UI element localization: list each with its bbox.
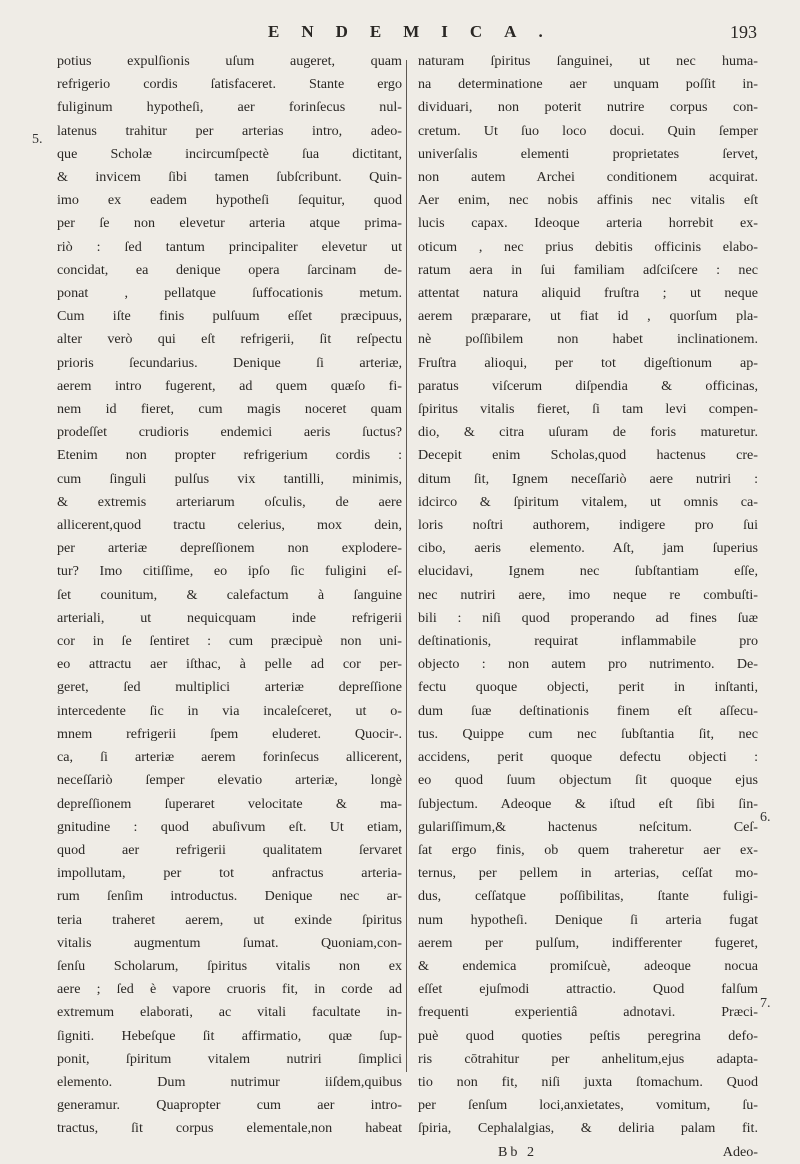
text-line: paratus viſcerum diſpendia & officinas, bbox=[418, 377, 758, 394]
text-line: dum ſuæ deſtinationis finem eſt aſſecu- bbox=[418, 702, 758, 719]
text-line: neceſſariò ſemper elevatio arteriæ, longè bbox=[57, 772, 402, 789]
column-divider bbox=[406, 60, 407, 1072]
text-line: univerſalis elementi proprietates ſervet, bbox=[418, 145, 758, 162]
text-line: imo ex eadem hypotheſi ſequitur, quod bbox=[57, 192, 402, 209]
text-line: gnitudine : quod abuſivum eſt. Ut etiam, bbox=[57, 818, 402, 835]
text-line: ſpiritus vitalis fieret, ſi tam levi compen- bbox=[418, 401, 758, 418]
text-line: oticum , nec prius debitis officinis elabo- bbox=[418, 238, 758, 255]
text-line: teria traheret aerem, ut exinde ſpiritus bbox=[57, 911, 402, 928]
text-line: mnem refrigerii ſpem eluderet. Quocir-. bbox=[57, 725, 402, 742]
text-line: accidens, perit quoque defectu objecti : bbox=[418, 749, 758, 766]
text-line: intercedente ſic in via incaleſceret, ut o- bbox=[57, 702, 402, 719]
text-line: ſet counitum, & calefactum à ſanguine bbox=[57, 586, 402, 603]
text-line: frequenti experientiâ adnotavi. Præci- bbox=[418, 1004, 758, 1021]
page-number: 193 bbox=[730, 22, 757, 42]
text-line: loris noſtri authorem, indigere pro ſui bbox=[418, 517, 758, 534]
catchword: Adeo- bbox=[722, 1143, 758, 1160]
text-line: ca, ſi arteriæ aerem forinſecus allicerent, bbox=[57, 749, 402, 766]
page-footer-line bbox=[418, 1141, 758, 1164]
text-line: bili : niſi quod properando ad fines ſuæ bbox=[418, 609, 758, 626]
text-line: Fruſtra alioqui, per tot digeſtionum ap- bbox=[418, 354, 758, 371]
text-line: & invicem ſibi tamen ſubſcribunt. Quin- bbox=[57, 169, 402, 186]
text-line: Decepit enim Scholas,quod hactenus cre- bbox=[418, 447, 758, 464]
text-line: que Scholæ incircumſpectè ſua dictitant, bbox=[57, 145, 402, 162]
text-line: arteriali, ut nequicquam inde refrigerii bbox=[57, 609, 402, 626]
text-line: aerem intro fugerent, ad quem quæſo fi- bbox=[57, 377, 402, 394]
margin-note-6: 6. bbox=[760, 810, 771, 825]
text-line: & endemica promiſcuè, adeoque nocua bbox=[418, 957, 758, 974]
text-line: nem id fieret, cum magis noceret quam bbox=[57, 401, 402, 418]
text-line: refrigerio cordis ſatisfaceret. Stante ergo bbox=[57, 76, 402, 93]
text-line: impollutam, per tot anfractus arteria- bbox=[57, 865, 402, 882]
text-line: vitalis augmentum ſumat. Quoniam,con- bbox=[57, 934, 402, 951]
text-line: elucidavi, Ignem nec ſubſtantiam eſſe, bbox=[418, 563, 758, 580]
text-line: concidat, ea denique opera ſarcinam de- bbox=[57, 261, 402, 278]
margin-note-5: 5. bbox=[32, 132, 43, 147]
text-line: ſubjectum. Adeoque & iſtud eſt ſibi ſin- bbox=[418, 795, 758, 812]
text-line: tur? Imo citiſſime, eo ipſo ſic fuligini eſ- bbox=[57, 563, 402, 580]
text-line: per ſe non elevetur arteria atque prima- bbox=[57, 215, 402, 232]
running-title: ENDEMICA. bbox=[268, 22, 565, 41]
text-line: num hypotheſi. Denique ſi arteria fugat bbox=[418, 911, 758, 928]
text-line: per arteriæ depreſſionem non explodere- bbox=[57, 540, 402, 557]
text-line: ſpiria, Cephalalgias, & deliria palam fit. bbox=[418, 1120, 758, 1137]
text-line: tio non fit, niſi juxta ſtomachum. Quod bbox=[418, 1073, 758, 1090]
text-line: depreſſionem ſuperaret velocitate & ma- bbox=[57, 795, 402, 812]
text-line: ponat , pellatque ſuffocationis metum. bbox=[57, 285, 402, 302]
text-line: attentat natura aliquid fruſtra ; ut neque bbox=[418, 285, 758, 302]
text-line: aere ; ſed è vapore cruoris fit, in corde ad bbox=[57, 981, 402, 998]
text-line: non autem Archei conditionem acquirat. bbox=[418, 169, 758, 186]
text-line: extremum elaborati, ac vitali facultate in- bbox=[57, 1004, 402, 1021]
text-line: Aer enim, nec nobis affinis nec vitalis eſt bbox=[418, 192, 758, 209]
text-line: dividuari, non poterit nutrire corpus con- bbox=[418, 99, 758, 116]
text-line: fuliginum hypotheſi, aer forinſecus nul- bbox=[57, 99, 402, 116]
text-line: fectu quoque objecti, perit in inſtanti, bbox=[418, 679, 758, 696]
text-line: allicerent,quod tractu celerius, mox dein, bbox=[57, 517, 402, 534]
right-text-column bbox=[418, 50, 758, 1164]
text-line: gulariſſimum,& hactenus neſcitum. Ceſ- bbox=[418, 818, 758, 835]
text-line: ſenſu Scholarum, ſpiritus vitalis non ex bbox=[57, 957, 402, 974]
signature-mark: Bb 2 bbox=[498, 1143, 538, 1160]
text-line: riò : ſed tantum principaliter elevetur ut bbox=[57, 238, 402, 255]
text-line: latenus trahitur per arterias intro, adeo- bbox=[57, 122, 402, 139]
margin-note-7: 7. bbox=[760, 996, 771, 1011]
text-line: puè quod quoties peſtis peregrina defo- bbox=[418, 1027, 758, 1044]
text-line: nec nutriri aere, imo neque re combuſti- bbox=[418, 586, 758, 603]
text-line: dus, ceſſatque poſſibilitas, ſtante fuligi- bbox=[418, 888, 758, 905]
text-line: alter verò qui eſt refrigerii, ſit reſpectu bbox=[57, 331, 402, 348]
text-line: & extremis arteriarum oſculis, de aere bbox=[57, 493, 402, 510]
text-line: dio, & citra uſuram de foris maturetur. bbox=[418, 424, 758, 441]
text-line: objecto : non autem pro nutrimento. De- bbox=[418, 656, 758, 673]
text-line: potius expulſionis uſum augeret, quam bbox=[57, 53, 402, 69]
text-line: tractus, ſit corpus elementale,non habeat bbox=[57, 1120, 402, 1137]
text-line: cum ſinguli pulſus vix tantilli, minimis, bbox=[57, 470, 402, 487]
text-line: nè poſſibilem non habet inclinationem. bbox=[418, 331, 758, 348]
text-line: eo quod ſuum objectum ſit quoque ejus bbox=[418, 772, 758, 789]
text-line: geret, ſed multiplici arteriæ depreſſione bbox=[57, 679, 402, 696]
text-line: Etenim non propter refrigerium cordis : bbox=[57, 447, 402, 464]
text-line: rum ſenſim introductus. Denique nec ar- bbox=[57, 888, 402, 905]
text-line: aerem præparare, ut fiat id , quorſum pla- bbox=[418, 308, 758, 325]
text-line: tus. Quippe cum nec ſubſtantia ſit, nec bbox=[418, 725, 758, 742]
text-line: Cum iſte finis pulſuum eſſet præcipuus, bbox=[57, 308, 402, 325]
text-line: cor in ſe ſentiret : cum præcipuè non uni- bbox=[57, 633, 402, 650]
text-line: elemento. Dum nutrimur iiſdem,quibus bbox=[57, 1073, 402, 1090]
text-line: prioris ſecundarius. Denique ſi arteriæ, bbox=[57, 354, 402, 371]
text-line: naturam ſpiritus ſanguinei, ut nec huma- bbox=[418, 53, 758, 69]
text-line: ſat ergo finis, ob quem traheretur aer ex- bbox=[418, 841, 758, 858]
text-line: ſigniti. Hebeſque ſit affirmatio, quæ ſup- bbox=[57, 1027, 402, 1044]
text-line: ratum aera in ſui familiam adſciſcere : nec bbox=[418, 261, 758, 278]
text-line: na determinatione aer unquam poſſit in- bbox=[418, 76, 758, 93]
text-line: cretum. Ut ſuo loco docui. Quin ſemper bbox=[418, 122, 758, 139]
text-line: quod aer refrigerii qualitatem ſervaret bbox=[57, 841, 402, 858]
text-line: ris cōtrahitur per anhelitum,ejus adapta- bbox=[418, 1050, 758, 1067]
text-line: per ſenſum loci,anxietates, vomitum, ſu- bbox=[418, 1097, 758, 1114]
text-line: deſtinationis, requirat inflammabile pro bbox=[418, 633, 758, 650]
left-text-column bbox=[57, 50, 402, 1141]
text-line: eſſet ejuſmodi attractio. Quod falſum bbox=[418, 981, 758, 998]
text-line: cibo, aeris elemento. Aſt, jam ſuperius bbox=[418, 540, 758, 557]
text-line: ponit, ſpiritum vitalem nutriri ſimplici bbox=[57, 1050, 402, 1067]
text-line: idcirco & ſpiritum vitalem, ut omnis ca- bbox=[418, 493, 758, 510]
text-line: eo attractu aer iſthac, à pelle ad cor per- bbox=[57, 656, 402, 673]
text-line: ditum ſit, Ignem neceſſariò aere nutriri : bbox=[418, 470, 758, 487]
text-line: aerem per pulſum, indifferenter fugeret, bbox=[418, 934, 758, 951]
text-line: ternus, per pellem in arterias, ceſſat mo- bbox=[418, 865, 758, 882]
text-line: generamur. Quapropter cum aer intro- bbox=[57, 1097, 402, 1114]
text-line: lucis capax. Ideoque arteria horrebit ex- bbox=[418, 215, 758, 232]
text-line: prodeſſet crudioris endemici aeris ſuctus? bbox=[57, 424, 402, 441]
